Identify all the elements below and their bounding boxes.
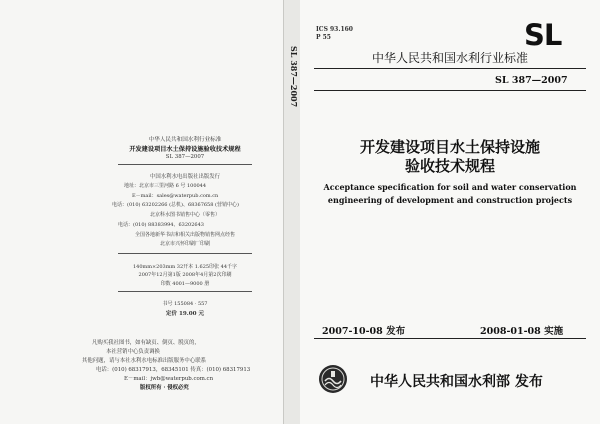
imprint-divider-top	[118, 164, 252, 165]
title-cn-line2: 验收技术规程	[404, 157, 495, 175]
imprint-code: SL 387—2007	[165, 154, 205, 160]
imprint-isbn: 书号 155084 · 557	[162, 301, 208, 307]
imprint-title-line2: 开发建设项目水土保持设施验收技术规程	[129, 146, 241, 153]
notice-line4: 电话：(010) 68317913，68345101 传真：(010) 68317913	[96, 367, 251, 373]
footer-rule	[314, 338, 586, 339]
imprint-spec: 140mm×203mm 32开本 1.625印张 44千字	[132, 264, 238, 270]
title-cn-line1: 开发建设项目水土保持设施	[359, 138, 540, 156]
sl-logo: SL	[524, 18, 562, 52]
effective-date: 2008-01-08 实施	[480, 326, 564, 337]
imprint-publisher: 中国水利水电出版社出版发行	[149, 174, 221, 180]
imprint-price: 定价 19.00 元	[165, 311, 205, 317]
ministry-emblem-icon	[318, 364, 348, 394]
notice-line2: 本社营销中心负责调换	[106, 349, 160, 355]
imprint-divider-bottom	[118, 291, 252, 292]
notice-line3: 其他问题，请与本社水利水电标准出版服务中心联系	[82, 358, 206, 364]
imprint-phone1: 电话：(010) 63202266 (总机)、68367658 (营销中心)	[112, 202, 239, 208]
imprint-edition: 2007年12月第1版 2008年4月第2次印刷	[138, 272, 232, 278]
title-en-line1: Acceptance specification for soil and water conservation	[323, 182, 577, 192]
standard-type: 中华人民共和国水利行业标准	[372, 51, 529, 65]
standard-number: SL 387—2007	[495, 75, 568, 86]
imprint-title-line1: 中华人民共和国水利行业标准	[148, 137, 222, 143]
imprint-stores: 全国各地新华书店和相关出版物销售网点经售	[134, 232, 235, 238]
notice-line5: E－mail：jwb@waterpub.com.cn	[124, 376, 214, 382]
header-rule-bottom	[314, 90, 586, 91]
imprint-print-run: 印数 4001—9000 册	[160, 281, 210, 287]
ics-code: ICS 93.160	[316, 26, 353, 33]
issue-date: 2007-10-08 发布	[322, 326, 406, 337]
title-en-line2: engineering of development and construction projects	[327, 195, 573, 205]
p-code: P 55	[316, 34, 331, 41]
spine-standard-code: SL 387—2007	[289, 46, 299, 108]
imprint-divider-mid	[118, 253, 252, 254]
imprint-phone2: 电话：(010) 88383994、63202643	[118, 222, 204, 228]
imprint-email: E－mail：sales@waterpub.com.cn	[132, 193, 219, 199]
notice-line1: 凡购买我社图书，如有缺页、倒页、脱页的，	[92, 340, 200, 346]
imprint-distributor: 北京科水图书销售中心（零售）	[149, 212, 220, 218]
header-rule	[314, 68, 586, 69]
imprint-address: 地址：北京市三里河路 6 号 100044	[124, 183, 207, 189]
cover-publisher: 中华人民共和国水利部 发布	[370, 374, 543, 390]
notice-copyright: 版权所有 · 侵权必究	[140, 385, 189, 391]
imprint-printer: 北京市兴怀印刷厂印刷	[159, 241, 210, 247]
